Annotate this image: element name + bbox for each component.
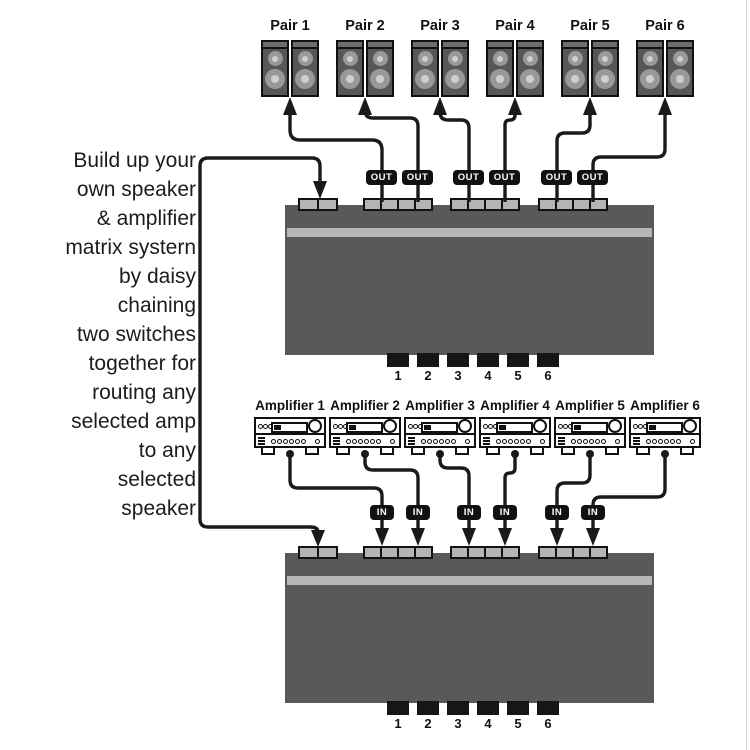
out-port-badge: OUT — [453, 170, 484, 185]
arrowhead-up — [508, 97, 522, 115]
amplifier-label: Amplifier 1 — [255, 398, 325, 413]
channel-number: 1 — [394, 368, 402, 383]
arrowhead-down — [550, 528, 564, 546]
arrowhead-down — [375, 528, 389, 546]
description-line: chaining — [117, 294, 196, 317]
description-line: speaker — [121, 497, 196, 520]
arrowhead-up — [433, 97, 447, 115]
in-port-badge: IN — [370, 505, 394, 520]
arrowhead-down — [462, 528, 476, 546]
channel-number: 1 — [394, 716, 402, 731]
arrowhead-down — [411, 528, 425, 546]
amplifier-label: Amplifier 4 — [480, 398, 550, 413]
wire-daisy-chain — [200, 158, 320, 532]
wire-dot — [286, 450, 294, 458]
wire-out-5 — [557, 111, 590, 202]
pair-label: Pair 6 — [645, 18, 685, 34]
arrowhead-up — [358, 97, 372, 115]
in-port-badge: IN — [406, 505, 430, 520]
out-port-badge: OUT — [402, 170, 433, 185]
description-line: matrix systern — [65, 236, 196, 259]
description-line: selected — [117, 468, 196, 491]
pair-label: Pair 1 — [270, 18, 310, 34]
channel-number: 4 — [484, 368, 492, 383]
wire-out-3 — [440, 111, 469, 202]
arrowhead-up — [283, 97, 297, 115]
pair-label: Pair 4 — [495, 18, 535, 34]
description-line: Build up your — [73, 149, 196, 172]
wire-out-6 — [593, 111, 665, 202]
pair-label: Pair 3 — [420, 18, 460, 34]
arrowhead-down — [311, 530, 325, 547]
description-line: routing any — [92, 381, 196, 404]
wire-dot — [586, 450, 594, 458]
in-port-badge: IN — [545, 505, 569, 520]
channel-number: 5 — [514, 716, 522, 731]
in-port-badge: IN — [493, 505, 517, 520]
arrowhead-down — [498, 528, 512, 546]
wire-dot — [661, 450, 669, 458]
arrowhead-down — [313, 181, 327, 199]
wire-out-2 — [365, 109, 418, 202]
description-line: selected amp — [71, 410, 196, 433]
in-port-badge: IN — [581, 505, 605, 520]
channel-number: 3 — [454, 368, 462, 383]
arrowhead-up — [583, 97, 597, 115]
description-line: together for — [88, 352, 196, 375]
out-port-badge: OUT — [541, 170, 572, 185]
wire-dot — [361, 450, 369, 458]
wire-out-4 — [505, 111, 515, 202]
wire-dot — [511, 450, 519, 458]
description-line: by daisy — [118, 265, 196, 288]
amplifier-label: Amplifier 3 — [405, 398, 475, 413]
out-port-badge: OUT — [577, 170, 608, 185]
amplifier-label: Amplifier 2 — [330, 398, 400, 413]
pair-label: Pair 5 — [570, 18, 610, 34]
description-line: to any — [138, 439, 196, 462]
out-port-badge: OUT — [366, 170, 397, 185]
wire-dot — [436, 450, 444, 458]
out-port-badge: OUT — [489, 170, 520, 185]
description-line: own speaker — [76, 178, 196, 201]
channel-number: 5 — [514, 368, 522, 383]
channel-number: 3 — [454, 716, 462, 731]
amplifier-label: Amplifier 6 — [630, 398, 700, 413]
pair-label: Pair 2 — [345, 18, 385, 34]
in-port-badge: IN — [457, 505, 481, 520]
arrowhead-down — [586, 528, 600, 546]
amplifier-label: Amplifier 5 — [555, 398, 625, 413]
description-line: two switches — [76, 323, 196, 346]
description-line: & amplifier — [96, 207, 196, 230]
channel-number: 2 — [424, 368, 432, 383]
channel-number: 6 — [544, 716, 552, 731]
channel-number: 2 — [424, 716, 432, 731]
arrowhead-up — [658, 97, 672, 115]
channel-number: 4 — [484, 716, 492, 731]
channel-number: 6 — [544, 368, 552, 383]
